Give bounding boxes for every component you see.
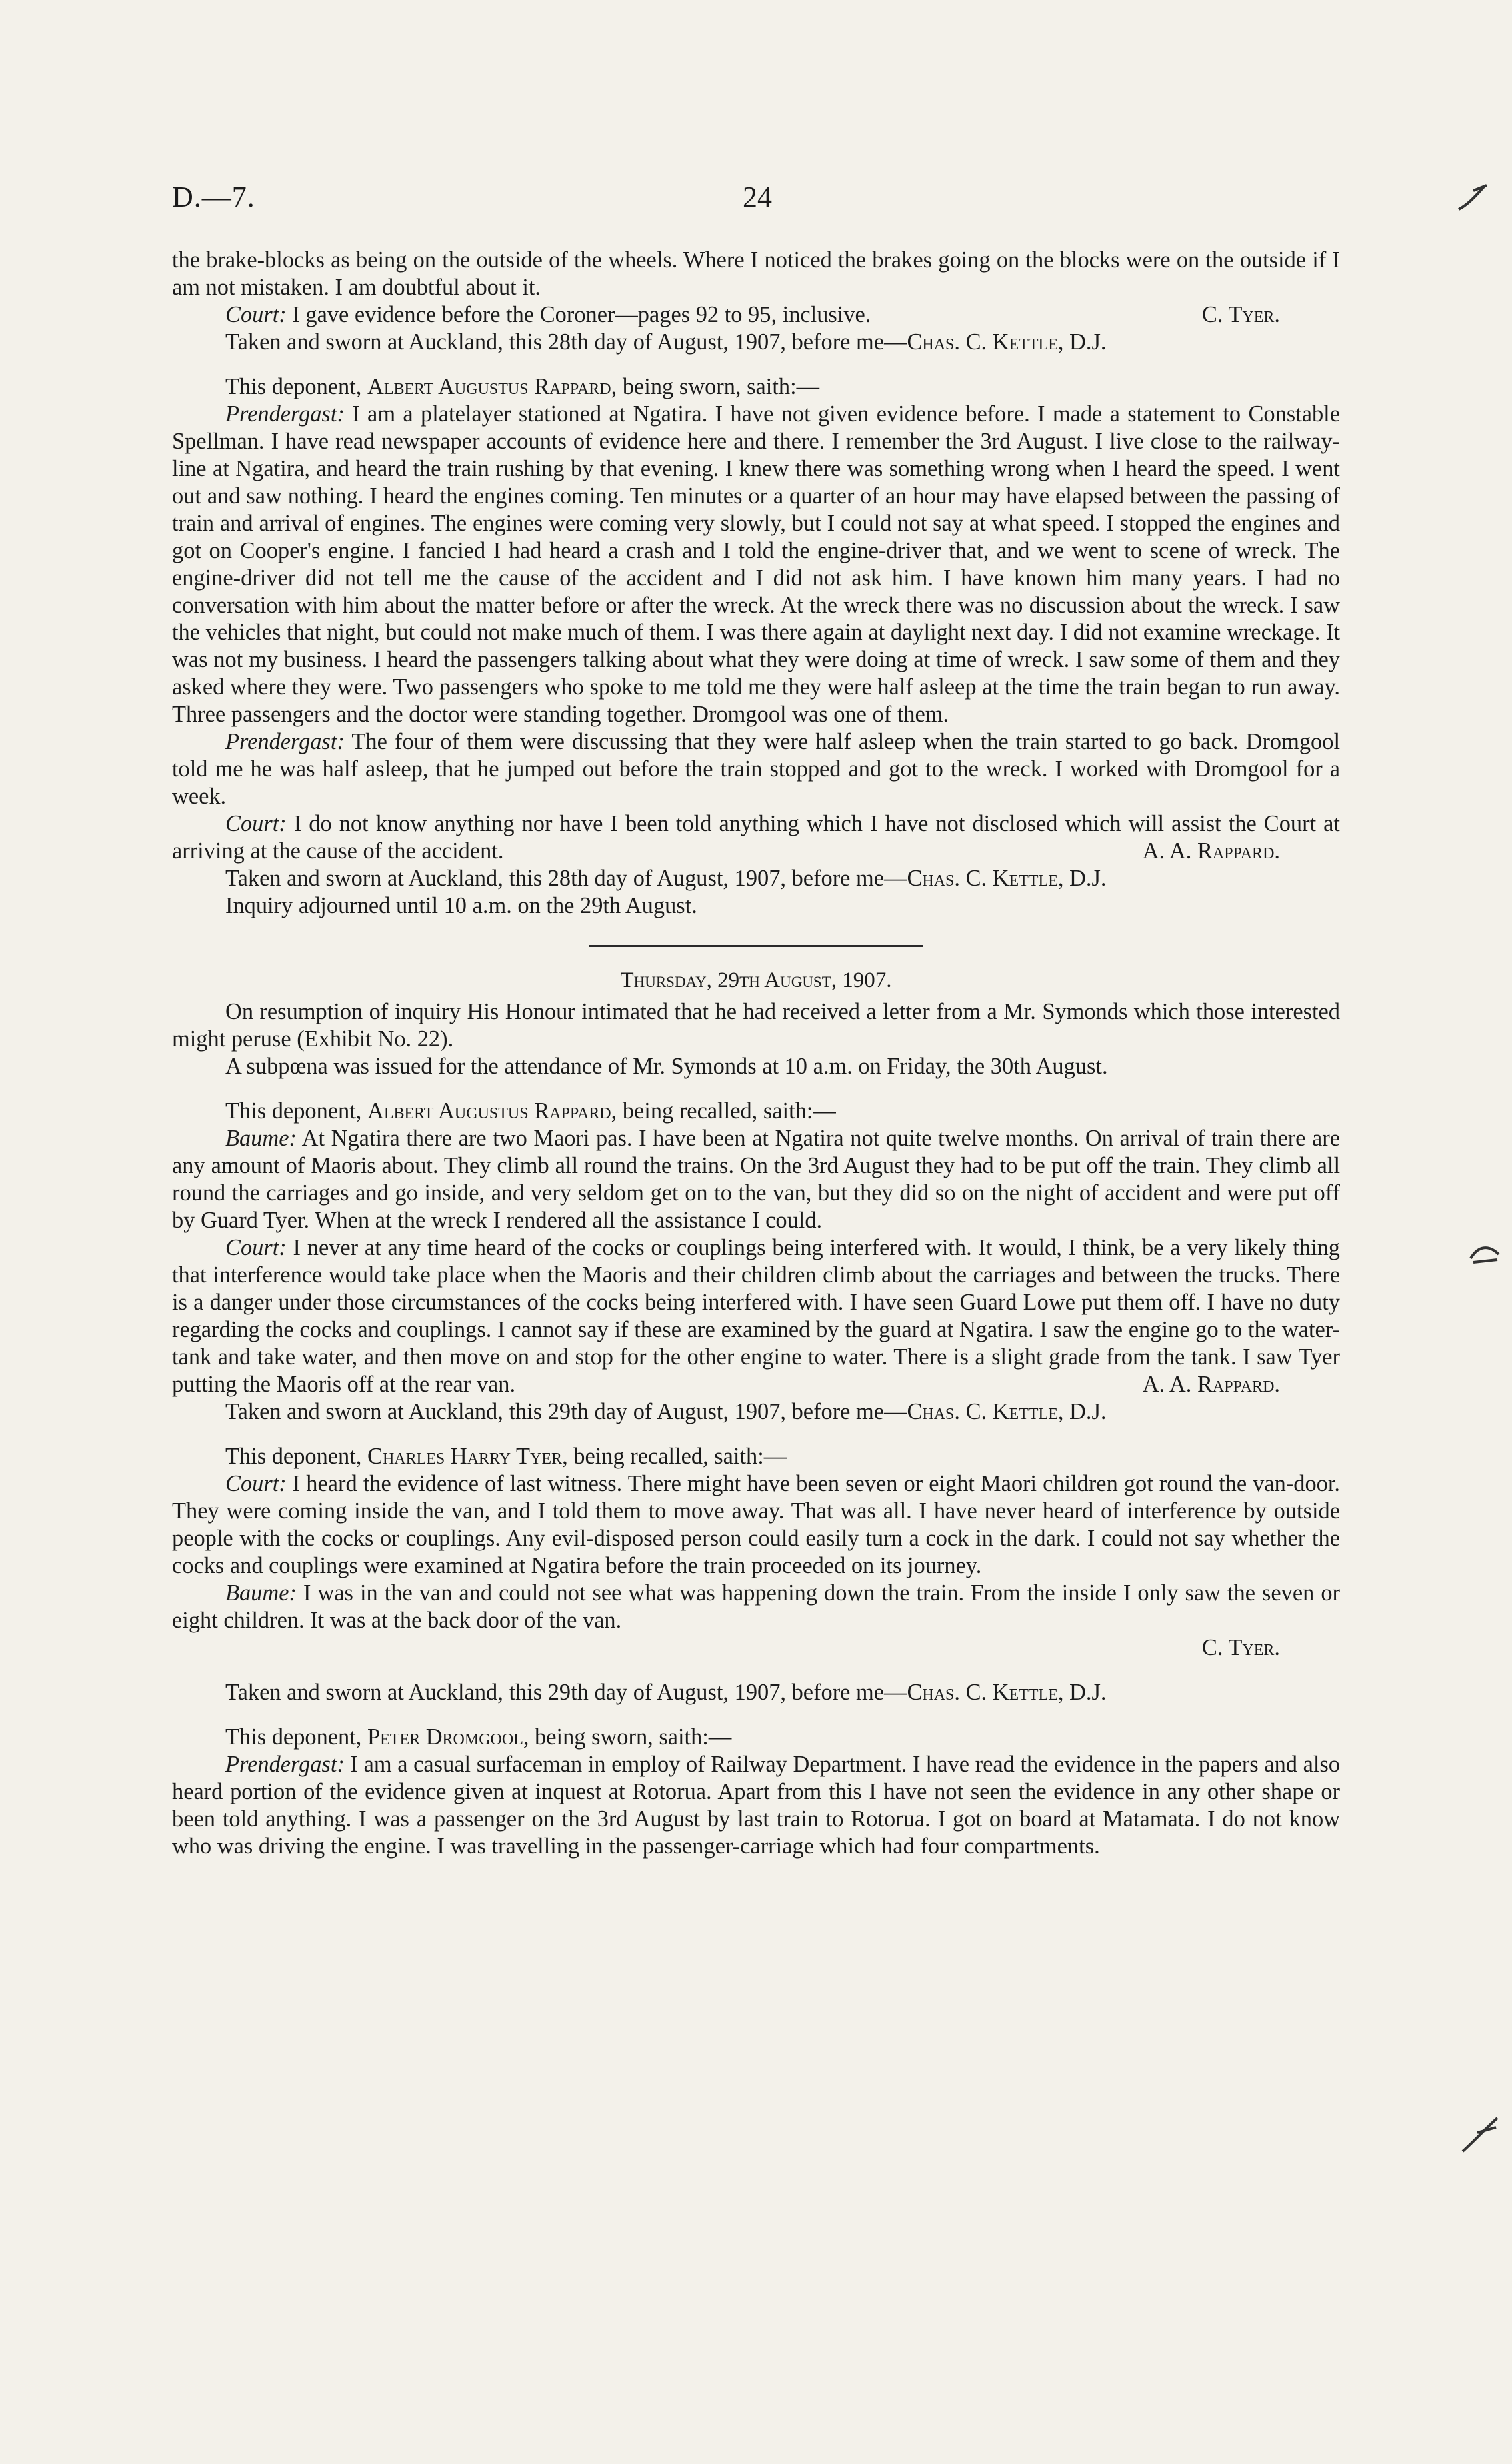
- magistrate-name: Chas. C. Kettle: [907, 1399, 1058, 1424]
- section-date-heading: Thursday, 29th August, 1907.: [620, 968, 892, 992]
- paragraph-text: , D.J.: [1057, 866, 1107, 891]
- document-body: [172, 247, 1340, 1860]
- paragraph-text: This deponent,: [225, 1444, 367, 1469]
- speaker-label: Prendergast:: [225, 1752, 345, 1777]
- paragraph-text: I do not know anything nor have I been told anything which I have not disclosed which will assist the Court at arriving at the cause of the accident.: [172, 811, 1340, 864]
- speaker-label: Baume:: [225, 1580, 297, 1606]
- paragraph: [172, 810, 1340, 865]
- paragraph-text: , D.J.: [1057, 1680, 1107, 1705]
- paragraph: A subpœna was issued for the attendance of Mr. Symonds at 10 a.m. on Friday, the 30th August.: [225, 1054, 1108, 1079]
- paragraph: the brake-blocks as being on the outside of the wheels. Where I noticed the brakes going on the blocks were on the outside if I am not mistaken. I am doubtful about it.: [172, 247, 1340, 300]
- signature: C. Tyer.: [1201, 302, 1280, 327]
- paragraph-text: At Ngatira there are two Maori pas. I have been at Ngatira not quite twelve months. On arrival of train there are any amount of Maoris about. They climb all round the trains. On the 3rd August they had to be put off the train. They climb all round the carriages and go inside, and very seldom get on to the van, but they did so on the night of accident and were put off by Guard Tyer. When at the wreck I rendered all the assistance I could.: [172, 1126, 1340, 1233]
- paragraph: [172, 1679, 1340, 1706]
- paragraph: [172, 1443, 1340, 1470]
- paragraph-text: I heard the evidence of last witness. There might have been seven or eight Maori children got round the van-door. They were coming inside the van, and I told them to move away. That was all. I have never heard of interference by outside people with the cocks or couplings. Any evil-disposed person could easily turn a cock in the dark. I could not say whether the cocks and couplings were examined at Ngatira before the train proceeded on its journey.: [172, 1471, 1340, 1578]
- paragraph: [172, 329, 1340, 356]
- paragraph-text: I never at any time heard of the cocks or couplings being interfered with. It would, I think, be a very likely thing that interference would take place when the Maoris and their children climb about the carriages and between the trucks. There is a danger under those circumstances of the cocks being interfered with. I have seen Guard Lowe put them off. I have no duty regarding the cocks and couplings. I cannot say if these are examined by the guard at Ngatira. I saw the engine go to the water-tank and take water, and then move on and stop for the other engine to water. There is a slight grade from the tank. I saw Tyer putting the Maoris off at the rear van.: [172, 1235, 1340, 1397]
- paragraph: [172, 1398, 1340, 1426]
- paragraph-text: , being sworn, saith:—: [523, 1724, 732, 1750]
- speaker-label: Court:: [225, 1471, 287, 1496]
- paragraph-text: Taken and sworn at Auckland, this 28th day of August, 1907, before me—: [225, 866, 907, 891]
- speaker-label: Prendergast:: [225, 401, 345, 427]
- deponent-name: Charles Harry Tyer: [367, 1444, 563, 1469]
- paragraph: [172, 373, 1340, 401]
- paragraph-text: Taken and sworn at Auckland, this 29th day of August, 1907, before me—: [225, 1399, 907, 1424]
- paragraph: [172, 1751, 1340, 1860]
- paragraph: [172, 865, 1340, 892]
- paragraph-text: Taken and sworn at Auckland, this 28th day of August, 1907, before me—: [225, 329, 907, 355]
- paragraph: [172, 1234, 1340, 1398]
- paragraph: [172, 1724, 1340, 1751]
- signature: C. Tyer.: [1201, 1635, 1280, 1660]
- paragraph-text: This deponent,: [225, 1724, 367, 1750]
- signature: A. A. Rappard.: [1142, 838, 1280, 864]
- signature: A. A. Rappard.: [1142, 1372, 1280, 1397]
- paragraph: [172, 728, 1340, 810]
- speaker-label: Prendergast:: [225, 729, 345, 754]
- magistrate-name: Chas. C. Kettle: [907, 866, 1058, 891]
- paragraph-text: This deponent,: [225, 374, 367, 399]
- speaker-label: Court:: [225, 302, 287, 327]
- speaker-label: Court:: [225, 811, 287, 836]
- speaker-label: Court:: [225, 1235, 287, 1260]
- magistrate-name: Chas. C. Kettle: [907, 1680, 1058, 1705]
- margin-mark-middle: [1467, 1240, 1504, 1266]
- margin-mark-bottom: [1457, 2113, 1504, 2159]
- paragraph-text: , being recalled, saith:—: [611, 1098, 836, 1124]
- page-number: 24: [743, 181, 772, 213]
- paragraph: [172, 1470, 1340, 1580]
- paragraph-text: , D.J.: [1057, 1399, 1107, 1424]
- paragraph: [172, 1125, 1340, 1234]
- paragraph: [172, 1580, 1340, 1634]
- margin-mark-top: [1453, 179, 1493, 219]
- paragraph: [172, 401, 1340, 728]
- paragraph-text: The four of them were discussing that they were half asleep when the train started to go back. Dromgool told me he was half asleep, that he jumped out before the train stopped and got to the wreck. I worked with Dromgool for a week.: [172, 729, 1340, 809]
- paragraph-text: , D.J.: [1057, 329, 1107, 355]
- paragraph-text: I am a platelayer stationed at Ngatira. I have not given evidence before. I made a statement to Constable Spellman. I have read newspaper accounts of evidence here and there. I remember the 3rd August. I live close to the railway-line at Ngatira, and heard the train rushing by that evening. I knew there was something wrong when I heard the speed. I went out and saw nothing. I heard the engines coming. Ten minutes or a quarter of an hour may have elapsed between the passing of train and arrival of engines. The engines were coming very slowly, but I could not say at what speed. I stopped the engines and got on Cooper's engine. I fancied I had heard a crash and I told the engine-driver that, and we went to scene of wreck. The engine-driver did not tell me the cause of the accident and I did not ask him. I have known him many years. I had no conversation with him about the matter before or after the wreck. At the wreck there was no discussion about the wreck. I saw the vehicles that night, but could not make much of them. I was there again at daylight next day. I did not examine wreckage. It was not my business. I heard the passengers talking about what they were doing at time of wreck. I saw some of them and they asked where they were. Two passengers who spoke to me told me they were half asleep at the time the train began to run away. Three passengers and the doctor were standing together. Dromgool was one of them.: [172, 401, 1340, 727]
- deponent-name: Albert Augustus Rappard: [367, 374, 611, 399]
- paragraph-text: Taken and sworn at Auckland, this 29th day of August, 1907, before me—: [225, 1680, 907, 1705]
- paragraph-text: I gave evidence before the Coroner—pages 92 to 95, inclusive.: [286, 302, 871, 327]
- paragraph: Inquiry adjourned until 10 a.m. on the 29th August.: [225, 893, 697, 918]
- deponent-name: Albert Augustus Rappard: [367, 1098, 611, 1124]
- paragraph: [172, 301, 1340, 329]
- paragraph-text: This deponent,: [225, 1098, 367, 1124]
- speaker-label: Baume:: [225, 1126, 297, 1151]
- paragraph: On resumption of inquiry His Honour intimated that he had received a letter from a Mr. Symonds which those interested might peruse (Exhibit No. 22).: [172, 999, 1340, 1052]
- paragraph-text: , being sworn, saith:—: [611, 374, 820, 399]
- paragraph-text: I am a casual surfaceman in employ of Railway Department. I have read the evidence in the papers and also heard portion of the evidence given at inquest at Rotorua. Apart from this I have not seen the evidence in any other shape or been told anything. I was a passenger on the 3rd August by last train to Rotorua. I got on board at Matamata. I do not know who was driving the engine. I was travelling in the passenger-carriage which had four compartments.: [172, 1752, 1340, 1859]
- paragraph-text: I was in the van and could not see what was happening down the train. From the inside I only saw the seven or eight children. It was at the back door of the van.: [172, 1580, 1340, 1633]
- magistrate-name: Chas. C. Kettle: [907, 329, 1058, 355]
- document-reference: D.—7.: [172, 181, 255, 213]
- section-divider: [589, 945, 923, 947]
- paragraph: [172, 1098, 1340, 1125]
- paragraph-text: , being recalled, saith:—: [562, 1444, 787, 1469]
- deponent-name: Peter Dromgool: [367, 1724, 523, 1750]
- page-header: [172, 180, 1340, 220]
